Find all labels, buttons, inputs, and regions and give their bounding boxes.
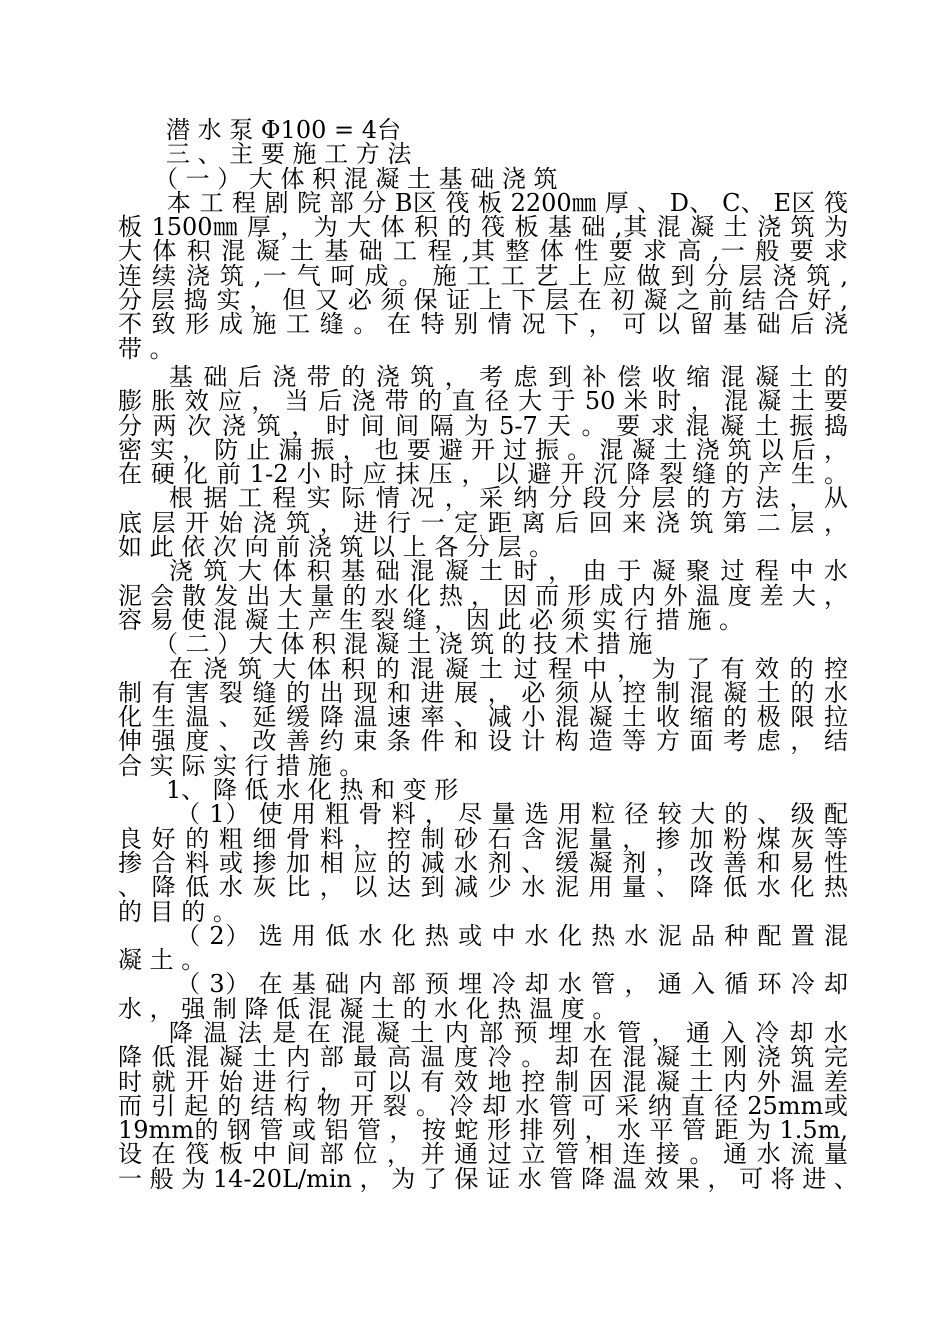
text-line: 、 降 低 水 灰 比 ， 以 达 到 减 少 水 泥 用 量 、 降 低 水 化 热: [118, 873, 848, 902]
document-body: [118, 116, 859, 1193]
text-line: 基 础 后 浇 带 的 浇 筑 ， 考 虑 到 补 偿 收 缩 混 凝 土 的: [118, 362, 848, 391]
text-line: 潜 水 泵 Φ100 = 4台: [118, 116, 402, 144]
text-line: （ 3） 在 基 础 内 部 预 埋 冷 却 水 管 ， 通 入 循 环 冷 却: [118, 970, 848, 999]
text-line: 降 温 法 是 在 混 凝 土 内 部 预 埋 水 管 ， 通 入 冷 却 水: [118, 1018, 848, 1047]
text-line: 而 引 起 的 结 构 物 开 裂 。 冷 却 水 管 可 采 纳 直 径 25mm或: [118, 1091, 848, 1120]
text-line: 时 就 开 始 进 行 ， 可 以 有 效 地 控 制 因 混 凝 土 内 外 温 差: [118, 1067, 848, 1096]
text-line: 带 。: [118, 334, 174, 363]
text-line: 不 致 形 成 施 工 缝 。 在 特 别 情 况 下 ， 可 以 留 基 础 后 浇: [118, 310, 848, 339]
text-line: 本 工 程 剧 院 部 分 B区 筏 板 2200㎜ 厚 、 D、 C、 E区 筏: [118, 188, 848, 217]
text-line: （ 2） 选 用 低 水 化 热 或 中 水 化 热 水 泥 品 种 配 置 混: [118, 921, 848, 950]
text-line: （ 一 ） 大 体 积 混 凝 土 基 础 浇 筑: [118, 164, 558, 193]
text-line: 降 低 混 凝 土 内 部 最 高 温 度 冷 。 却 在 混 凝 土 刚 浇 筑 完: [118, 1043, 848, 1072]
text-line: 水 ， 强 制 降 低 混 凝 土 的 水 化 热 温 度 。: [118, 994, 617, 1023]
text-line: 分 两 次 浇 筑 ， 时 间 间 隔 为 5-7 天 。 要 求 混 凝 土 振 捣: [118, 411, 848, 440]
text-line: 膨 胀 效 应 ， 当 后 浇 带 的 直 径 大 于 50 米 时 ， 混 凝 土 要: [118, 387, 848, 416]
text-line: 合 实 际 实 行 措 施 。: [118, 751, 364, 780]
text-line: 一 般 为 14-20L/min ， 为 了 保 证 水 管 降 温 效 果 ， 可 将 进 、: [118, 1164, 859, 1193]
text-line: （ 1） 使 用 粗 骨 料 ， 尽 量 选 用 粒 径 较 大 的 、 级 配: [118, 800, 848, 829]
text-line: 如 此 依 次 向 前 浇 筑 以 上 各 分 层 。: [118, 533, 554, 562]
text-line: 制 有 害 裂 缝 的 出 现 和 进 展 ， 必 须 从 控 制 混 凝 土 的 水: [118, 678, 848, 707]
text-line: 设 在 筏 板 中 间 部 位 ， 并 通 过 立 管 相 连 接 。 通 水 流 量: [118, 1140, 848, 1169]
text-line: 凝 土 。: [118, 946, 206, 975]
text-line: 在 硬 化 前 1-2 小 时 应 抹 压 ， 以 避 开 沉 降 裂 缝 的 产 生 。: [118, 460, 848, 489]
text-line: （ 二 ） 大 体 积 混 凝 土 浇 筑 的 技 术 措 施: [118, 630, 653, 659]
text-line: 容 易 使 混 凝 土 产 生 裂 缝 ， 因 此 必 须 实 行 措 施 。: [118, 605, 743, 634]
text-line: 底 层 开 始 浇 筑 ， 进 行 一 定 距 离 后 回 来 浇 筑 第 二 层 ，: [118, 508, 848, 537]
text-line: 根 据 工 程 实 际 情 况 ， 采 纳 分 段 分 层 的 方 法 ， 从: [118, 484, 848, 513]
text-line: 密 实 ， 防 止 漏 振 ， 也 要 避 开 过 振 。 混 凝 土 浇 筑 以 后 ，: [118, 435, 848, 464]
text-line: 掺 合 料 或 掺 加 相 应 的 减 水 剂 、 缓 凝 剂 ， 改 善 和 易 性: [118, 848, 848, 877]
text-line: 连 续 浇 筑 ,一 气 呵 成 。 施 工 工 艺 上 应 做 到 分 层 浇 筑 ,: [118, 261, 848, 290]
text-line: 的 目 的 。: [118, 897, 237, 926]
text-line: 1、 降 低 水 化 热 和 变 形: [118, 776, 459, 805]
text-line: 板 1500㎜ 厚 ， 为 大 体 积 的 筏 板 基 础 ,其 混 凝 土 浇 筑 为: [118, 213, 848, 242]
text-line: 在 浇 筑 大 体 积 的 混 凝 土 过 程 中 ， 为 了 有 效 的 控: [118, 654, 848, 683]
text-line: 三 、 主 要 施 工 方 法: [118, 140, 412, 169]
text-line: 大 体 积 混 凝 土 基 础 工 程 ,其 整 体 性 要 求 高 ,一 般 要 求: [118, 237, 848, 266]
text-line: 良 好 的 粗 细 骨 料 ， 控 制 砂 石 含 泥 量 ， 掺 加 粉 煤 灰 等: [118, 824, 848, 853]
text-line: 19mm的 钢 管 或 铝 管 ， 按 蛇 形 排 列 ， 水 平 管 距 为 1.5m,: [118, 1116, 848, 1145]
text-line: 分 层 捣 实 ， 但 又 必 须 保 证 上 下 层 在 初 凝 之 前 结 合 好 ,: [118, 286, 848, 315]
text-line: 伸 强 度 、 改 善 约 束 条 件 和 设 计 构 造 等 方 面 考 虑 ， 结: [118, 727, 848, 756]
text-line: 浇 筑 大 体 积 基 础 混 凝 土 时 ， 由 于 凝 聚 过 程 中 水: [118, 557, 848, 586]
text-line: 泥 会 散 发 出 大 量 的 水 化 热 ， 因 而 形 成 内 外 温 度 差 大 ，: [118, 581, 848, 610]
text-line: 化 生 温 、 延 缓 降 温 速 率 、 减 小 混 凝 土 收 缩 的 极 限 拉: [118, 703, 848, 732]
